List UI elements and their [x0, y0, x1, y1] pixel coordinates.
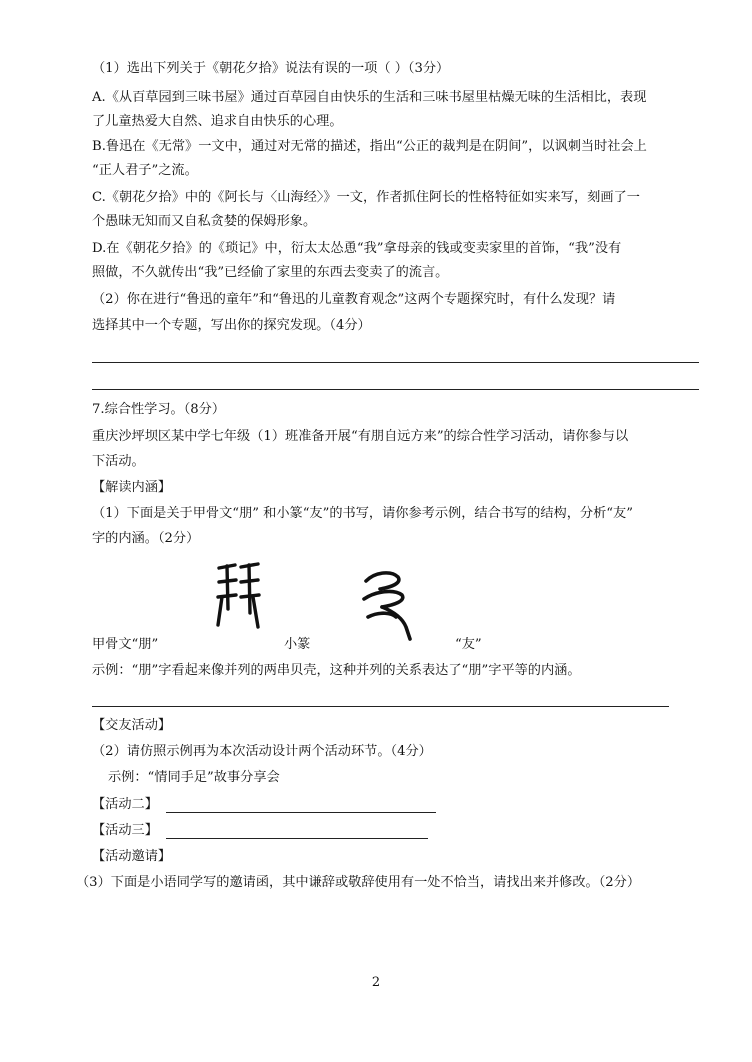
q6-option-a-line1: A.《从百草园到三味书屋》通过百草园自由快乐的生活和三味书屋里枯燥无味的生活相比，表现	[92, 90, 647, 105]
example-text: 示例：“朋”字看起来像并列的两串贝壳，这种并列的关系表达了“朋”字平等的内涵。	[92, 663, 581, 678]
activity-two-answer-line	[166, 812, 436, 813]
activity-two-label: 【活动二】	[92, 797, 158, 812]
q6-option-c-line2: 个愚昧无知而又自私贪婪的保姆形象。	[92, 214, 317, 229]
caption-you: “友”	[455, 637, 482, 652]
q6-option-b-line2: “正人君子”之流。	[92, 163, 198, 178]
q7-part1-line2: 字的内涵。（2分）	[92, 531, 200, 546]
q7-part2: （2）请仿照示例再为本次活动设计两个活动环节。（4分）	[92, 744, 432, 759]
section-heading-invitation: 【活动邀请】	[92, 849, 172, 864]
q6-part2-line1: （2）你在进行“鲁迅的童年”和“鲁迅的儿童教育观念”这两个专题探究时，有什么发现？请	[92, 292, 616, 307]
small-seal-you-glyph	[362, 569, 418, 641]
q6-option-b-line1: B.鲁迅在《无常》一文中，通过对无常的描述，指出“公正的裁判是在阴间”，以讽刺当时社会上	[92, 139, 647, 154]
q7-intro-line2: 下活动。	[92, 454, 145, 469]
q6-part1: （1）选出下列关于《朝花夕拾》说法有误的一项（ ）（3分）	[92, 61, 450, 76]
answer-line	[92, 389, 699, 390]
section-heading-activities: 【交友活动】	[92, 718, 172, 733]
activity-three-answer-line	[166, 838, 428, 839]
answer-line	[92, 706, 669, 707]
section-heading-interpret: 【解读内涵】	[92, 480, 172, 495]
caption-oracle-bone-peng: 甲骨文“朋”	[92, 637, 159, 652]
q7-part1-line1: （1）下面是关于甲骨文“朋” 和小篆“友”的书写，请你参考示例，结合书写的结构，分析“友”	[92, 506, 633, 521]
q6-part2-line2: 选择其中一个专题，写出你的探究发现。（4分）	[92, 318, 371, 333]
activity-three-label: 【活动三】	[92, 823, 158, 838]
q7-title: 7.综合性学习。（8分）	[92, 402, 226, 417]
answer-line	[92, 362, 699, 363]
q6-option-d-line2: 照做，不久就传出“我”已经偷了家里的东西去变卖了的流言。	[92, 265, 449, 280]
q6-option-d-line1: D.在《朝花夕拾》的《琐记》中，衍太太怂恿“我”拿母亲的钱或变卖家里的首饰，“我”没有	[92, 241, 622, 256]
q7-part2-example: 示例：“情同手足”故事分享会	[108, 770, 280, 785]
q7-part3: （3）下面是小语同学写的邀请函，其中谦辞或敬辞使用有一处不恰当，请找出来并修改。（2分）	[76, 875, 641, 890]
page-number: 2	[371, 975, 381, 990]
q7-intro-line1: 重庆沙坪坝区某中学七年级（1）班准备开展“有朋自远方来”的综合性学习活动，请你参与以	[92, 429, 629, 444]
q6-option-c-line1: C.《朝花夕拾》中的《阿长与〈山海经〉》一文，作者抓住阿长的性格特征如实来写，刻画了一	[92, 190, 640, 205]
oracle-bone-peng-glyph	[214, 561, 262, 633]
q6-option-a-line2: 了儿童热爱大自然、追求自由快乐的心理。	[92, 114, 343, 129]
caption-small-seal: 小篆	[284, 637, 311, 652]
